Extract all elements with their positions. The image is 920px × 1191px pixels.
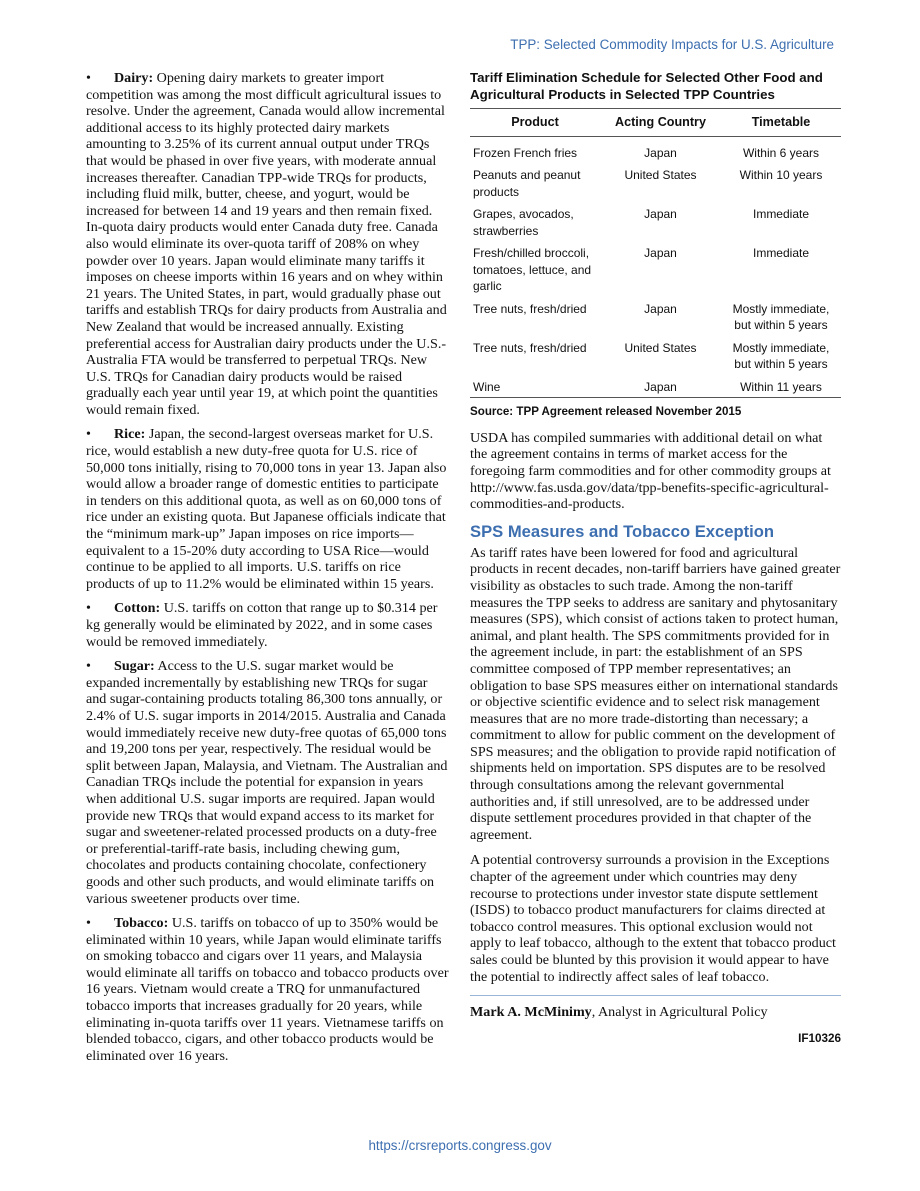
table-row [470, 337, 841, 376]
bullet-mark: • [86, 600, 91, 617]
running-header: TPP: Selected Commodity Impacts for U.S. Agriculture [510, 37, 834, 52]
bullet-text: U.S. tariffs on cotton that range up to $0.314 per kg generally would be eliminated by 2022, and in some cases would be removed immediately. [86, 600, 438, 650]
bullet-label: Rice: [114, 426, 146, 443]
divider [470, 995, 841, 996]
cell-country: Japan [644, 246, 677, 261]
cell-country: Japan [600, 376, 721, 398]
bullet-mark: • [86, 915, 91, 932]
cell-timetable: Immediate [752, 246, 810, 261]
cell-timetable: Within 11 years [721, 376, 841, 398]
bullet-text: Access to the U.S. sugar market would be expanded incrementally by establishing new TRQs for sugar and sugar-containing products totaling 86,300 tons annually, or 2.4% of U.S. sugar imports in 2014/2015. Australia and Canada would immediately receive new duty-free quotas of 65,000 tons and 19,200 tons per year, respectively. The residual would be split between Japan, Malaysia, and Vietnam. The Australian and Canadian TRQs include the potential for expansion in years when additional U.S. sugar imports are required. Japan would provide new TRQs that would expand access to its market for sugar and sweetener-related processed products on a duty-free or preferential-tariff-rate basis, including chewing gum, chocolates and products containing chocolate, confectionery goods and other such products, and would eliminate tariffs on various sweetener products over time. [86, 658, 448, 907]
table-row [470, 242, 841, 298]
cell-product: Tree nuts, fresh/dried [473, 301, 587, 316]
cell-product: Grapes, avocados, strawberries [473, 207, 574, 238]
table-row [470, 203, 841, 242]
tobacco-exception-paragraph: A potential controversy surrounds a provision in the Exceptions chapter of the agreement under which countries may deny recourse to protections under investor state dispute settlement (ISDS) to tobacco product manufacturers for claims directed at tobacco control measures. This optional exclusion would not apply to leaf tobacco, although to the extent that tobacco product sales could be blunted by this provision it would appear to have the potential to indirectly affect sales of leaf tobacco. [470, 852, 836, 985]
table-row [470, 376, 841, 398]
rice-bullet [86, 426, 450, 592]
cell-timetable: Immediate [752, 207, 810, 222]
tariff-table [470, 108, 841, 398]
column-header-product: Product [470, 109, 600, 137]
cell-country: United States [624, 168, 697, 183]
bullet-mark: • [86, 426, 91, 443]
cell-timetable: Mostly immediate, but within 5 years [732, 340, 830, 372]
cell-timetable: Within 10 years [739, 168, 823, 183]
right-column [470, 70, 841, 1047]
bullet-text: U.S. tariffs on tobacco of up to 350% would be eliminated within 10 years, while Japan would eliminate tariffs on smoking tobacco and cigars over 11 years, and Malaysia would eliminate all tariffs on tobacco and tobacco products over 16 years. Vietnam would create a TRQ for unmanufactured tobacco imports that increases gradually for 20 years, while eliminating in-quota tariffs over 11 years. Vietnamese tariffs on blended tobacco, cigars, and other tobacco products would be eliminated over 16 years. [86, 915, 449, 1064]
tobacco-bullet [86, 915, 450, 1064]
product-code: IF10326 [798, 1031, 841, 1045]
bullet-text: Opening dairy markets to greater import competition was among the most difficult agricultural issues to resolve. Under the agreement, Canada would allow incremental additional access to its highly protected dairy markets amounting to 3.25% of its current annual output under TRQs that would be phased in over five years, with moderate annual increases thereafter. Canadian TPP-wide TRQs for products, including fluid milk, butter, cheese, and yogurt, would be increased for between 14 and 19 years and then remain fixed. In-quota dairy products would enter Canada duty free. Canada also would eliminate its over-quota tariff of 208% on whey powder over 10 years. Japan would eliminate many tariffs it imposes on cheese imports within 16 years and on whey within 21 years. The United States, in part, would gradually phase out tariffs and establish TRQs for dairy products from Australia and New Zealand that would be increased annually. Existing preferential access for Australian dairy products under the U.S.-Australia FTA would be transferred to perpetual TRQs. New U.S. TRQs for Canadian dairy products would be raised gradually each year until year 19, at which point the quantities would remain fixed. [86, 70, 447, 418]
table-source: Source: TPP Agreement released November 2015 [470, 405, 742, 419]
bullet-text: Japan, the second-largest overseas market for U.S. rice, would establish a new duty-free quota for U.S. rice of 50,000 tons initially, rising to 70,000 tons in year 13. Japan also would allow a broader range of domestic entities to participate in tenders on this additional quota, as well as on 60,000 tons of rice under an existing quota. But Japanese officials indicate that the “minimum mark-up” Japan imposes on rice imports—equivalent to a 15-20% duty according to USA Rice—would continue to be applied to all imports. U.S. tariffs on rice products of up to 11.2% would be eliminated within 15 years. [86, 426, 447, 592]
usda-paragraph: USDA has compiled summaries with additional detail on what the agreement contains in terms of market access for the foregoing farm commodities and for other commodity groups at http://www.fas.usda.gov/data/tpp-benefits-specific-agricultural-commodities-and-products. [470, 429, 831, 513]
table-row [470, 164, 841, 203]
table-row [470, 136, 841, 164]
bullet-mark: • [86, 70, 91, 86]
sps-paragraph: As tariff rates have been lowered for food and agricultural products in recent decades, non-tariff barriers have gained greater visibility as obstacles to such trade. Among the non-tariff measures the TPP seeks to address are sanitary and phytosanitary measures (SPS), which consist of actions taken to protect human, animal, and plant health. The SPS commitments provided for in the agreement include, in part: the establishment of an SPS committee composed of TPP member representatives; an obligation to base SPS measures either on international standards or objective scientific evidence and to select risk management measures that are no more trade-distorting than necessary; a commitment to allow for public comment on the development of SPS measures; and the obligation to provide rapid notification of shipments held on importation. SPS disputes are to be resolved through consultations among the relevant governmental authorities and, if still unresolved, are to be addressed under dispute settlement procedures provided in that chapter of the agreement. [470, 544, 841, 843]
author-name: Mark A. McMinimy [470, 1004, 592, 1021]
cell-timetable: Mostly immediate, but within 5 years [732, 301, 830, 333]
bullet-label: Tobacco: [114, 915, 169, 932]
cotton-bullet [86, 600, 450, 650]
section-heading: SPS Measures and Tobacco Exception [470, 521, 775, 541]
sugar-bullet [86, 658, 450, 907]
dairy-bullet [86, 70, 450, 418]
table-row [470, 298, 841, 337]
cell-country: Japan [644, 145, 677, 160]
cell-product: Peanuts and peanut products [473, 168, 581, 199]
footer-url[interactable]: https://crsreports.congress.gov [368, 1138, 552, 1153]
author-title: , Analyst in Agricultural Policy [591, 1004, 768, 1021]
cell-timetable: Within 6 years [742, 145, 820, 160]
bullet-mark: • [86, 658, 91, 675]
cell-product: Frozen French fries [473, 145, 578, 160]
cell-country: Japan [644, 301, 677, 316]
author-line [470, 1004, 841, 1021]
cell-product: Tree nuts, fresh/dried [473, 340, 587, 355]
column-header-country: Acting Country [600, 109, 721, 137]
bullet-label: Cotton: [114, 600, 161, 617]
table-title: Tariff Elimination Schedule for Selected Other Food and Agricultural Products in Selected TPP Countries [470, 70, 823, 102]
bullet-label: Sugar: [114, 658, 155, 675]
cell-country: United States [624, 340, 697, 355]
column-header-timetable: Timetable [721, 109, 841, 137]
cell-country: Japan [644, 207, 677, 222]
bullet-label: Dairy: [114, 70, 154, 86]
left-column [86, 70, 450, 1072]
cell-product: Fresh/chilled broccoli, tomatoes, lettuce, and garlic [473, 246, 592, 294]
table-header-row [470, 109, 841, 137]
cell-product: Wine [470, 376, 600, 398]
